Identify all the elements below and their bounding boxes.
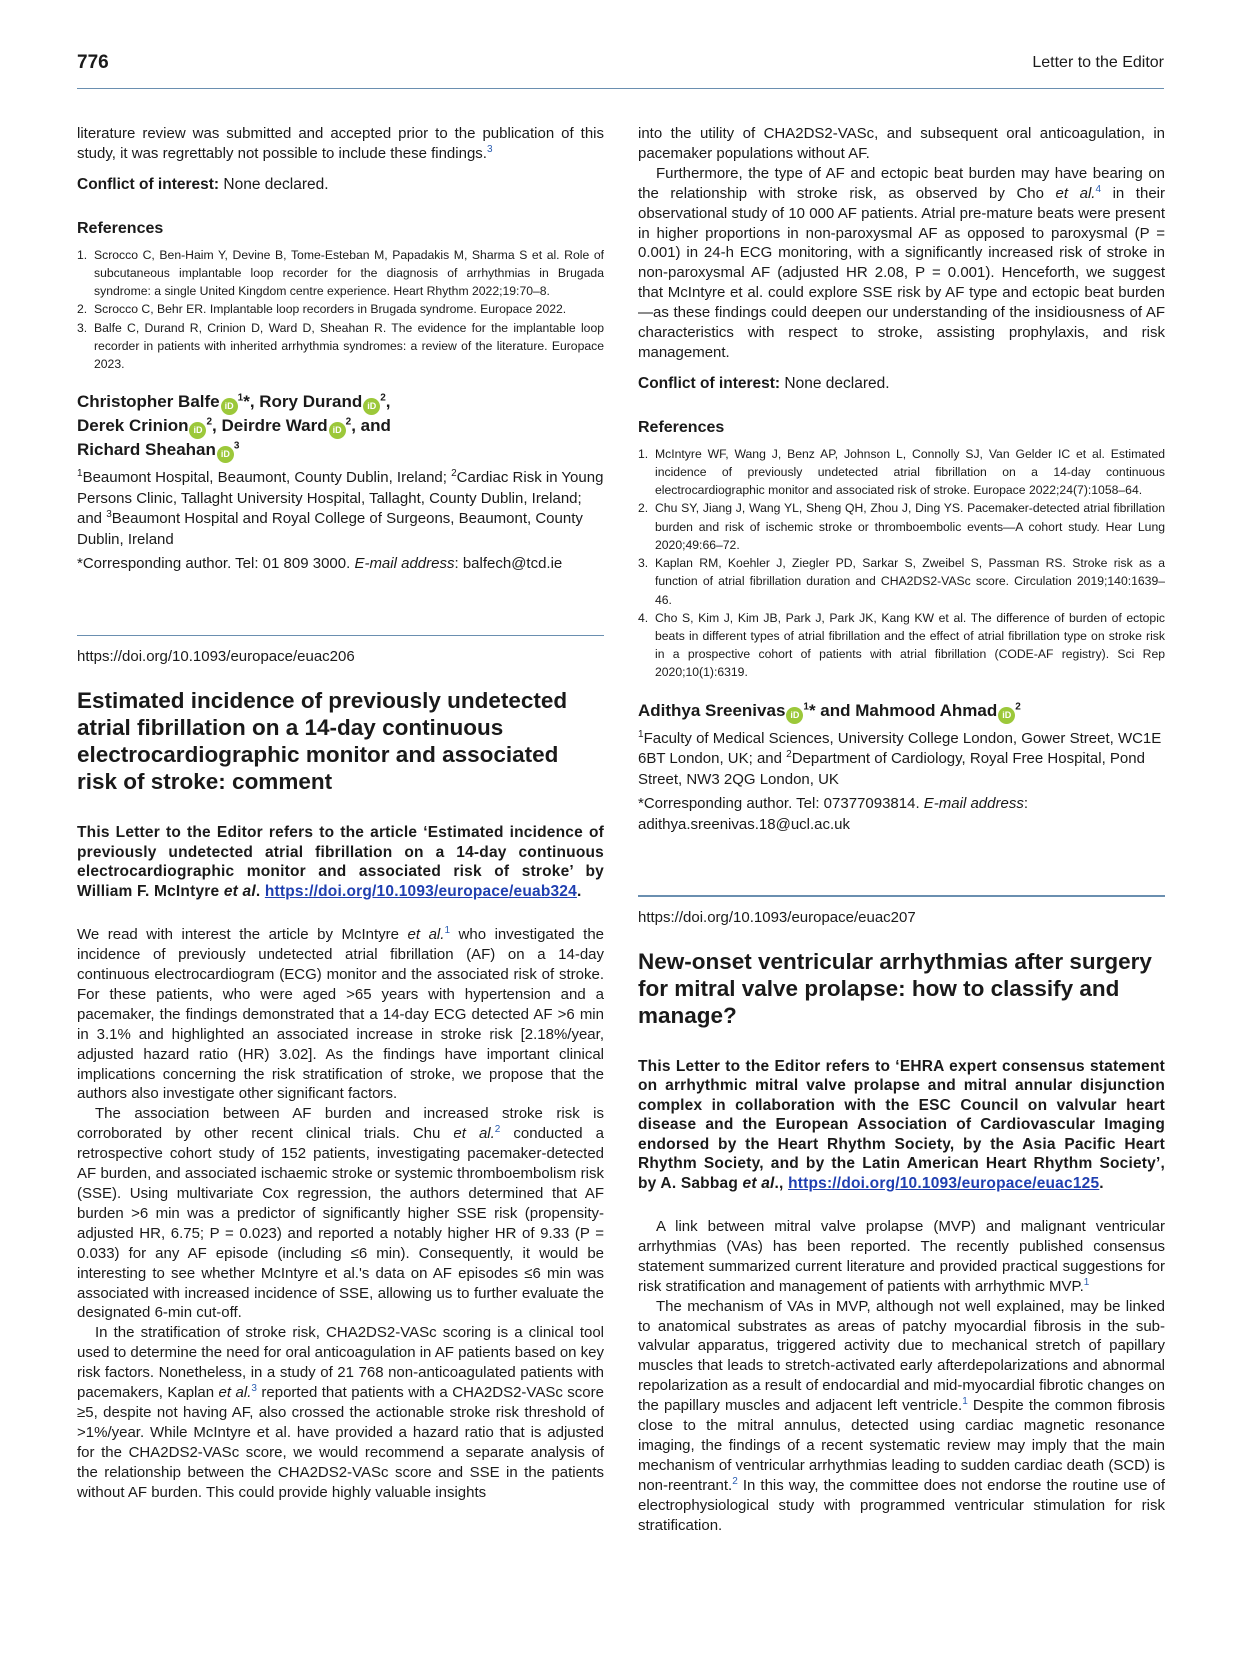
letter-refers-statement: This Letter to the Editor refers to the article ‘Estimated incidence of previously undetected atrial fibrillation on a 14-day continuous electrocardiographic monitor and associated risk of stroke’ by William F. McIntyre et al. https://doi.org/10.1093/europace/euab324. bbox=[77, 824, 604, 900]
author-name: Adithya Sreenivas bbox=[638, 700, 786, 720]
email-address[interactable]: : adithya.sreenivas.18@ucl.ac.uk bbox=[638, 795, 1028, 833]
section-divider bbox=[77, 635, 604, 637]
author-list: Christopher Balfe iD$^1$*, Rory Durand iD$^2$, Derek Crinion iD$^2$, Deirdre Ward iD$^2$, and Richard Sheahan iD$^3$ bbox=[77, 391, 604, 463]
page-number: 776 bbox=[77, 52, 109, 73]
references-list bbox=[77, 246, 604, 373]
intro-paragraph: literature review was submitted and accepted prior to the publication of this study, it was regrettably not possible to include these findings.$^3$ bbox=[77, 125, 604, 162]
orcid-icon[interactable]: iD bbox=[329, 422, 346, 439]
citation-ref[interactable]: 3 bbox=[251, 1383, 257, 1395]
affiliations: $^1$Beaumont Hospital, Beaumont, County Dublin, Ireland; $^2$Cardiac Risk in Young Persons Clinic, Tallaght University Hospital, Tallaght, County Dublin, Ireland; and $^3$Beaumont Hospital and Royal College of Surgeons, Beaumont, County Dublin, Ireland bbox=[77, 468, 604, 548]
author-name: Mahmood Ahmad bbox=[855, 700, 998, 720]
orcid-icon[interactable]: iD bbox=[221, 398, 238, 415]
citation-ref[interactable]: 1 bbox=[1083, 1276, 1090, 1288]
references-heading: References bbox=[77, 219, 164, 237]
references-list bbox=[638, 445, 1165, 682]
orcid-icon[interactable]: iD bbox=[189, 422, 206, 439]
running-head: Letter to the Editor bbox=[1032, 54, 1164, 71]
corresponding-author: *Corresponding author. Tel: 07377093814. E-mail address: adithya.sreenivas.18@ucl.ac.uk bbox=[638, 795, 1028, 833]
body-paragraph: A link between mitral valve prolapse (MVP) and malignant ventricular arrhythmias (VAs) has been reported. The recently published consensus statement summarized current literature and provided practical suggestions for risk stratification and management of patients with arrhythmic MVP.$^1$ bbox=[638, 1218, 1165, 1295]
citation-ref[interactable]: 3 bbox=[486, 143, 493, 155]
author-name: Derek Crinion bbox=[77, 416, 189, 436]
letter-body bbox=[77, 925, 604, 1502]
left-column bbox=[77, 124, 604, 1634]
author-name: Deirdre Ward bbox=[221, 416, 328, 436]
references-heading: References bbox=[638, 418, 725, 436]
header-rule bbox=[77, 88, 1164, 89]
reference-item: 2. Chu SY, Jiang J, Wang YL, Sheng QH, Zhou J, Ding YS. Pacemaker-detected atrial fibrillation burden and risk of ischemic stroke or thromboembolic events—A cohort study. Hear Lung 2020;49:66–72. bbox=[638, 501, 1165, 552]
body-paragraph: into the utility of CHA2DS2-VASc, and subsequent oral anticoagulation, in pacemaker populations without AF. bbox=[638, 125, 1165, 162]
body-paragraph: The mechanism of VAs in MVP, although not well explained, may be linked to anatomical substrates as areas of patchy myocardial fibrosis in the sub-valvular apparatus, triggered activity due to mechanical stretch of papillary muscles that leads to stretch-activated early afterdepolarizations and abnormal repolarization as a result of endocardial and mid-myocardial fibrotic changes on the papillary muscles and adjacent left ventricle.$^1$ Despite the common fibrosis close to the mitral annulus, detected using cardiac magnetic resonance imaging, the findings of a recent systematic review may imply that the main mechanism of ventricular arrhythmias leading to sudden cardiac death (SCD) is non-reentrant.$^2$ In this way, the committee does not endorse the routine use of electrophysiological study with programmed ventricular stimulation for risk stratification. bbox=[638, 1297, 1165, 1534]
article-doi[interactable]: https://doi.org/10.1093/europace/euac207 bbox=[638, 908, 916, 926]
author-name: Richard Sheahan bbox=[77, 440, 216, 460]
author-name: Rory Durand bbox=[259, 392, 363, 412]
conflict-of-interest: Conflict of interest: None declared. bbox=[77, 175, 329, 193]
reference-item: 3. Balfe C, Durand R, Crinion D, Ward D, Sheahan R. The evidence for the implantable loop recorder in patients with inherited arrhythmia syndromes: a review of the literature. Europace 2023. bbox=[77, 320, 604, 372]
orcid-icon[interactable]: iD bbox=[363, 398, 380, 415]
reference-item: 1. McIntyre WF, Wang J, Benz AP, Johnson L, Connolly SJ, Van Gelder IC et al. Estimated incidence of previously undetected atrial fibrillation on a 14-day continuous electrocardiographic monitor and associated risk of stroke. Europace 2022;24(7):1058–64. bbox=[638, 446, 1165, 498]
conflict-of-interest: Conflict of interest: None declared. bbox=[638, 374, 890, 392]
article-title: Estimated incidence of previously undetected atrial fibrillation on a 14-day continuous electrocardiographic monitor and associated risk of stroke: comment bbox=[77, 688, 568, 795]
body-paragraph: We read with interest the article by McIntyre et al.$^1$ who investigated the incidence of previously undetected atrial fibrillation (AF) on a 14-day continuous electrocardiogram (ECG) monitor and the associated risk of stroke. For these patients, who were aged >65 years with hypertension and a pacemaker, the findings demonstrated that a 14-day ECG detected AF >6 min in 3.1% and highlighted an associated increase in stroke risk [2.18%/year, adjusted hazard ratio (HR) 3.02]. As the findings have important clinical implications concerning the risk stratification of stroke, we propose that the authors also investigate other significant factors. bbox=[77, 925, 604, 1103]
letter-body bbox=[638, 1217, 1165, 1536]
article-title: New-onset ventricular arrhythmias after surgery for mitral valve prolapse: how to classify and manage? bbox=[638, 948, 1152, 1028]
reference-item: 3. Kaplan RM, Koehler J, Ziegler PD, Sarkar S, Zweibel S, Passman RS. Stroke risk as a function of atrial fibrillation duration and CHA2DS2-VASc score. Circulation 2019;140:1639–46. bbox=[638, 556, 1165, 607]
citation-ref[interactable]: 4 bbox=[1095, 183, 1102, 195]
corresponding-author: *Corresponding author. Tel: 01 809 3000. E-mail address: balfech@tcd.ie bbox=[77, 555, 563, 573]
affiliations: $^1$Faculty of Medical Sciences, University College London, Gower Street, WC1E 6BT London, UK; and $^2$Department of Cardiology, Royal Free Hospital, Pond Street, NW3 2QG London, UK bbox=[638, 728, 1162, 788]
author-name: Christopher Balfe bbox=[77, 392, 220, 412]
right-column bbox=[638, 124, 1165, 1634]
reference-item: 1. Scrocco C, Ben-Haim Y, Devine B, Tome-Esteban M, Papadakis M, Sharma S et al. Role of subcutaneous implantable loop recorder for the diagnosis of arrhythmias in Brugada syndrome: a single United Kingdom centre experience. Heart Rhythm 2022;19:70–8. bbox=[77, 247, 604, 299]
letter-refers-statement: This Letter to the Editor refers to ‘EHRA expert consensus statement on arrhythmic mitral valve prolapse and mitral annular disjunction complex in collaboration with the ESC Council on valvular heart disease and the European Association of Cardiovascular Imaging endorsed by the Heart Rhythm Society, by the Asia Pacific Heart Rhythm Society, and by the Latin American Heart Rhythm Society’, by A. Sabbag et al., https://doi.org/10.1093/europace/euac125. bbox=[638, 1057, 1165, 1192]
citation-ref[interactable]: 2 bbox=[494, 1124, 501, 1136]
email-address[interactable]: : balfech@tcd.ie bbox=[454, 555, 563, 573]
reference-item: 4. Cho S, Kim J, Kim JB, Park J, Park JK, Kang KW et al. The difference of burden of ectopic beats in different types of atrial fibrillation and the effect of atrial fibrillation type on stroke risk in a prospective cohort of patients with atrial fibrillation (CODE-AF registry). Sci Rep 2020;10(1):6319. bbox=[638, 610, 1165, 680]
citation-ref[interactable]: 1 bbox=[444, 925, 450, 937]
body-paragraph: Furthermore, the type of AF and ectopic beat burden may have bearing on the relationship with stroke risk, as observed by Cho et al.$^4$ in their observational study of 10 000 AF patients. Atrial pre-mature beats were present in higher proportions in non-paroxysmal AF as opposed to paroxysmal (P = 0.001) in 24-h ECG monitoring, with a significantly increased risk of stroke in non-paroxysmal AF (adjusted HR 2.08, P = 0.001). Henceforth, we suggest that McIntyre et al. could explore SSE risk by AF type and ectopic beat burden—as these findings could deepen our understanding of the insidiousness of AF characteristics with respect to stroke, assisting prophylaxis, and risk management. bbox=[638, 164, 1165, 361]
orcid-icon[interactable]: iD bbox=[786, 707, 803, 724]
body-paragraph: The association between AF burden and increased stroke risk is corroborated by other recent clinical trials. Chu et al.$^2$ conducted a retrospective cohort study of 152 patients, investigating pacemaker-detected AF burden, and associated ischaemic stroke or systemic thromboembolism risk (SSE). Using multivariate Cox regression, the authors determined that AF burden >6 min was a predictor of significantly higher SSE risk (propensity-adjusted HR, 6.75; P = 0.023) and reported a notably higher HR of 9.33 (P = 0.033) for any AF episode (including ≤6 min). Consequently, it would be interesting to see whether McIntyre et al.'s data on AF episodes ≤6 min was associated with increased incidence of SSE, allowing us to further evaluate the designated 6-min cut-off. bbox=[77, 1105, 604, 1322]
orcid-icon[interactable]: iD bbox=[217, 446, 234, 463]
section-divider bbox=[638, 895, 1165, 897]
citation-ref[interactable]: 1 bbox=[962, 1396, 968, 1408]
author-list: Adithya Sreenivas iD$^1$* and Mahmood Ahmad iD$^2$ bbox=[638, 700, 1165, 724]
orcid-icon[interactable]: iD bbox=[998, 707, 1015, 724]
article-doi[interactable]: https://doi.org/10.1093/europace/euac206 bbox=[77, 648, 355, 666]
reference-item: 2. Scrocco C, Behr ER. Implantable loop recorders in Brugada syndrome. Europace 2022. bbox=[77, 302, 567, 317]
referenced-article-link[interactable]: https://doi.org/10.1093/europace/euac125 bbox=[788, 1174, 1100, 1192]
referenced-article-link[interactable]: https://doi.org/10.1093/europace/euab324 bbox=[264, 882, 577, 900]
citation-ref[interactable]: 2 bbox=[732, 1475, 738, 1487]
body-paragraph: In the stratification of stroke risk, CHA2DS2-VASc scoring is a clinical tool used to determine the need for oral anticoagulation in AF patients based on key risk factors. Nonetheless, in a study of 21 768 non-anticoagulated patients with pacemakers, Kaplan et al.$^3$ reported that patients with a CHA2DS2-VASc score ≥5, despite not having AF, also crossed the actionable stroke risk threshold of >1%/year. While McIntyre et al. have provided a hazard ratio that is adjusted for the CHA2DS2-VASc score, we would recommend a separate analysis of the relationship between the CHA2DS2-VASc score and SSE in the patients without AF burden. This could provide highly valuable insights bbox=[77, 1324, 604, 1501]
